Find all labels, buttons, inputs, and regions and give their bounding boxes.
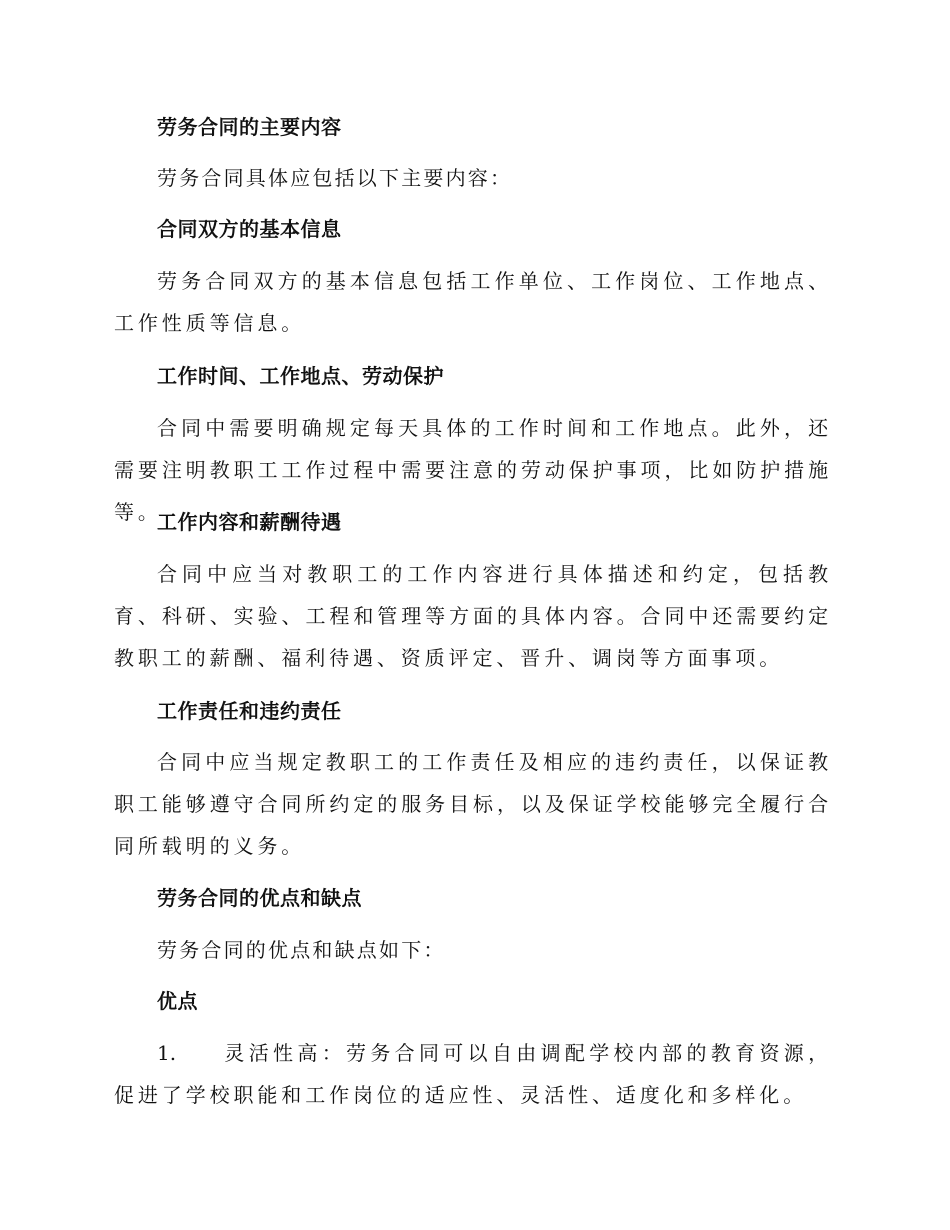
paragraph: 合同中需要明确规定每天具体的工作时间和工作地点。此外，还需要注明教职工工作过程中需要注意的劳动保护事项，比如防护措施等。 [114, 416, 832, 524]
paragraph: 劳务合同双方的基本信息包括工作单位、工作岗位、工作地点、工作性质等信息。 [114, 269, 832, 335]
section-heading: 优点 [157, 989, 198, 1013]
paragraph: 劳务合同的优点和缺点如下： [157, 938, 446, 962]
list-item-number: 1. [157, 1041, 177, 1065]
section-heading: 工作内容和薪酬待遇 [157, 510, 342, 534]
section-heading: 工作责任和违约责任 [157, 699, 342, 723]
list-item [114, 1032, 832, 1116]
section-heading: 工作时间、工作地点、劳动保护 [157, 364, 444, 388]
section-heading: 合同双方的基本信息 [157, 217, 342, 241]
section-heading: 劳务合同的主要内容 [157, 115, 342, 139]
list-item-text: 灵活性高：劳务合同可以自由调配学校内部的教育资源，促进了学校职能和工作岗位的适应性、灵活性、适度化和多样化。 [114, 1041, 832, 1107]
paragraph: 劳务合同具体应包括以下主要内容： [157, 166, 513, 190]
paragraph: 合同中应当规定教职工的工作责任及相应的违约责任，以保证教职工能够遵守合同所约定的服务目标，以及保证学校能够完全履行合同所载明的义务。 [114, 750, 832, 858]
section-heading: 劳务合同的优点和缺点 [157, 886, 362, 910]
paragraph: 合同中应当对教职工的工作内容进行具体描述和约定，包括教育、科研、实验、工程和管理等方面的具体内容。合同中还需要约定教职工的薪酬、福利待遇、资质评定、晋升、调岗等方面事项。 [114, 562, 832, 670]
